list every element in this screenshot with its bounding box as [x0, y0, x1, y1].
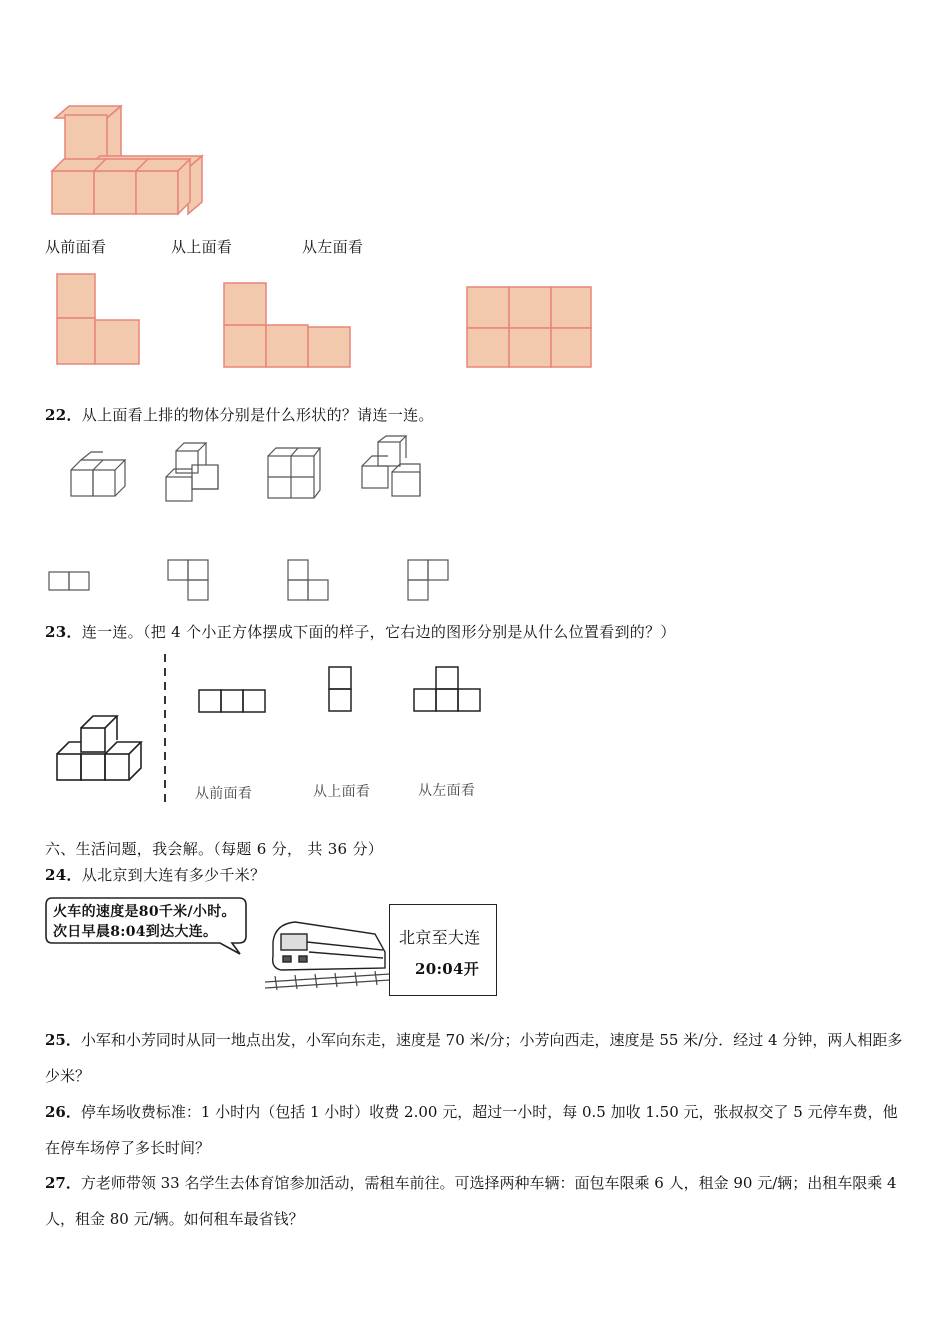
question-26-text: 停车场收费标准：1 小时内（包括 1 小时）收费 2.00 元，超过一小时，每 0.5 加收 1.50 元，张叔叔交了 5 元停车费，他在停车场停了多长时间？	[45, 1103, 898, 1157]
view-label-left: 从左面看	[302, 238, 364, 256]
q22-view-d	[406, 558, 450, 602]
cube-stack-figure	[45, 98, 215, 223]
question-24	[45, 864, 265, 885]
sign-line-2: 20:04开	[415, 960, 480, 978]
question-24-number: 24．	[45, 866, 82, 884]
question-27-text: 方老师带领 33 名学生去体育馆参加活动，需租车前往。可选择两种车辆：面包车限乘 6 人，租金 90 元/辆；出租车限乘 4 人，租金 80 元/辆。如何租车最省钱？	[45, 1174, 897, 1228]
q23-solid	[53, 712, 153, 784]
question-26	[45, 1094, 910, 1166]
question-22	[45, 404, 434, 425]
q23-shape-t	[412, 665, 484, 713]
question-23	[45, 621, 676, 642]
sign-line-1: 北京至大连	[399, 928, 481, 947]
question-25-text: 小军和小芳同时从同一地点出发，小军向东走，速度是 70 米/分；小芳向西走，速度是 55 米/分．经过 4 分钟，两人相距多少米？	[45, 1031, 903, 1085]
q23-divider-line	[162, 654, 168, 802]
q22-solid-1	[67, 452, 127, 502]
question-22-number: 22．	[45, 406, 82, 424]
q22-solid-2	[162, 443, 224, 505]
question-26-number: 26．	[45, 1103, 81, 1121]
train-icon	[265, 912, 390, 992]
question-22-text: 从上面看上排的物体分别是什么形状的？请连一连。	[81, 406, 434, 424]
q23-shape-column	[327, 665, 355, 713]
section-6-heading: 六、生活问题，我会解。（每题 6 分， 共 36 分）	[45, 840, 384, 858]
question-23-number: 23．	[45, 623, 82, 641]
q23-caption-left: 从左面看	[418, 783, 476, 799]
question-24-text: 从北京到大连有多少千米？	[81, 866, 266, 884]
question-23-text: 连一连。（把 4 个小正方体摆成下面的样子，它右边的图形分别是从什么位置看到的？）	[81, 623, 676, 641]
departure-sign	[389, 904, 497, 996]
left-view-shape	[463, 283, 598, 373]
front-view-shape	[55, 272, 145, 368]
bubble-line-1: 火车的速度是80千米/小时。	[53, 904, 236, 920]
view-label-top: 从上面看	[171, 238, 233, 256]
question-25-number: 25．	[45, 1031, 81, 1049]
q22-solid-4	[358, 436, 424, 500]
bubble-line-2: 次日早晨8:04到达大连。	[53, 924, 218, 940]
q23-caption-top: 从上面看	[313, 784, 371, 800]
view-label-front: 从前面看	[45, 238, 107, 256]
q22-view-b	[166, 558, 210, 602]
question-27	[45, 1165, 910, 1237]
question-25	[45, 1022, 910, 1094]
q22-view-a	[47, 570, 91, 594]
q23-shape-row	[197, 688, 267, 714]
question-27-number: 27．	[45, 1174, 81, 1192]
q23-caption-front: 从前面看	[195, 786, 253, 802]
top-view-shape	[220, 280, 355, 376]
q22-solid-3	[265, 446, 321, 502]
q22-view-c	[286, 558, 330, 602]
